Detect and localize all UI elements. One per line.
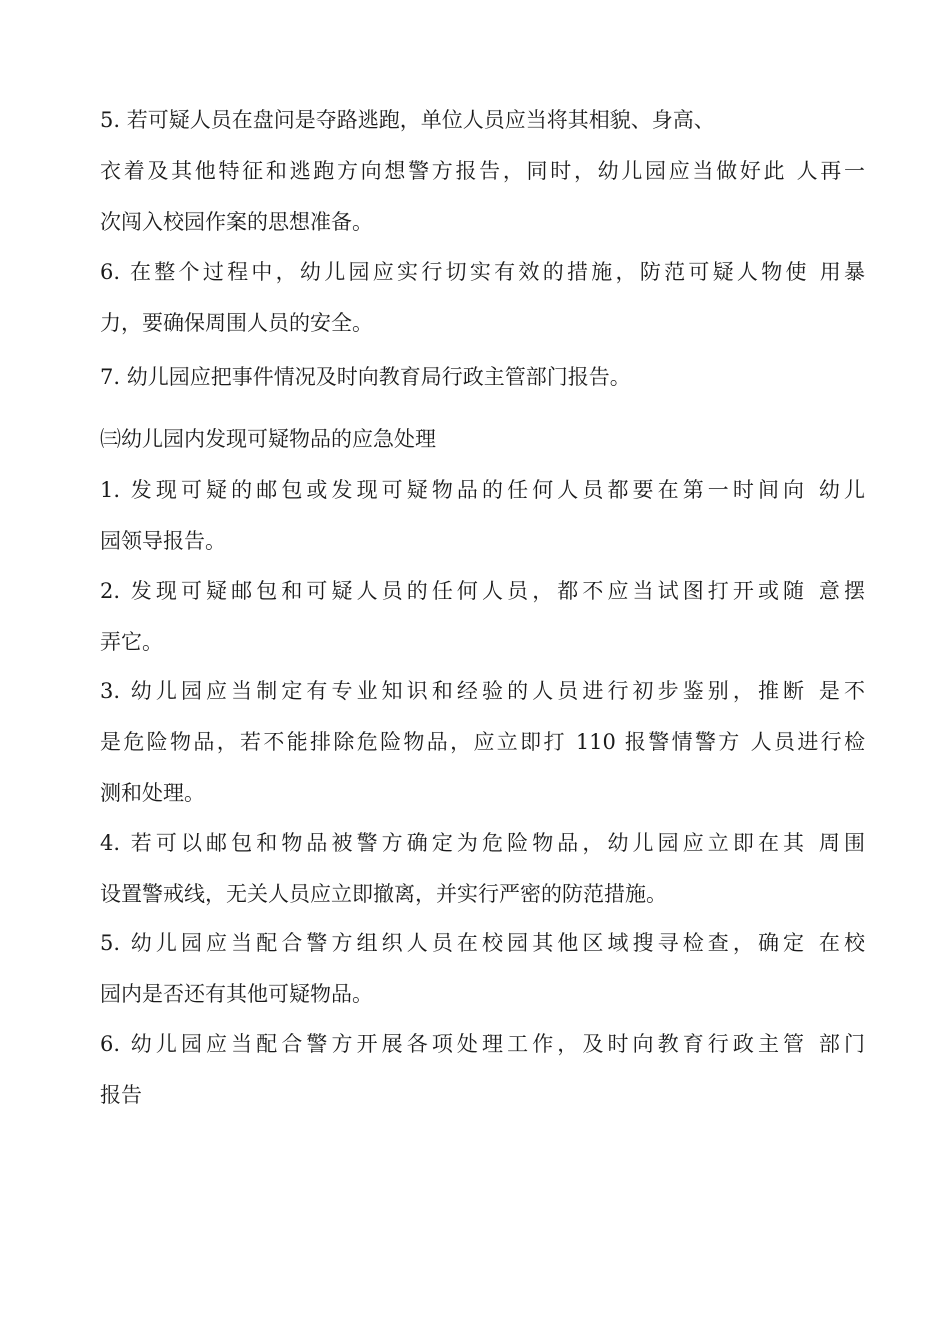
text-line: 1. 发现可疑的邮包或发现可疑物品的任何人员都要在第一时间向 幼儿 xyxy=(100,478,865,502)
text-line: 6. 幼儿园应当配合警方开展各项处理工作，及时向教育行政主管 部门 xyxy=(100,1032,865,1056)
paragraph-suspicious-item-3 xyxy=(100,666,865,819)
paragraph-suspicious-item-5 xyxy=(100,918,865,1020)
text-line: 6. 在整个过程中，幼儿园应实行切实有效的措施，防范可疑人物使 用暴 xyxy=(100,260,865,284)
paragraph-item-7-report xyxy=(100,352,865,403)
text-line: 次闯入校园作案的思想准备。 xyxy=(100,210,373,234)
text-line: 测和处理。 xyxy=(100,781,205,805)
heading-text: ㈢幼儿园内发现可疑物品的应急处理 xyxy=(100,427,436,451)
paragraph-suspicious-item-2 xyxy=(100,566,865,668)
paragraph-item-6-prevent-violence xyxy=(100,247,865,349)
text-line: 园内是否还有其他可疑物品。 xyxy=(100,982,373,1006)
text-line: 4. 若可以邮包和物品被警方确定为危险物品，幼儿园应立即在其 周围 xyxy=(100,831,865,855)
paragraph-suspicious-item-6 xyxy=(100,1019,865,1121)
text-line: 力，要确保周围人员的安全。 xyxy=(100,311,373,335)
paragraph-suspicious-item-4 xyxy=(100,818,865,920)
text-line: 5. 幼儿园应当配合警方组织人员在校园其他区域搜寻检查，确定 在校 xyxy=(100,931,865,955)
text-line: 3. 幼儿园应当制定有专业知识和经验的人员进行初步鉴别，推断 是不 xyxy=(100,679,865,703)
paragraph-item-5-suspect-flee xyxy=(100,95,865,248)
text-line: 园领导报告。 xyxy=(100,529,226,553)
text-line: 7. 幼儿园应把事件情况及时向教育局行政主管部门报告。 xyxy=(100,365,631,389)
text-line: 是危险物品，若不能排除危险物品，应立即打 110 报警情警方 人员进行检 xyxy=(100,730,865,754)
text-line: 弄它。 xyxy=(100,630,163,654)
text-line: 衣着及其他特征和逃跑方向想警方报告，同时，幼儿园应当做好此 人再一 xyxy=(100,159,865,183)
text-line: 设置警戒线，无关人员应立即撤离，并实行严密的防范措施。 xyxy=(100,882,667,906)
text-line: 5. 若可疑人员在盘问是夺路逃跑，单位人员应当将其相貌、身高、 xyxy=(100,108,715,132)
text-line: 2. 发现可疑邮包和可疑人员的任何人员，都不应当试图打开或随 意摆 xyxy=(100,579,865,603)
section-heading xyxy=(100,414,865,465)
paragraph-suspicious-item-1 xyxy=(100,465,865,567)
text-line: 报告 xyxy=(100,1083,142,1107)
